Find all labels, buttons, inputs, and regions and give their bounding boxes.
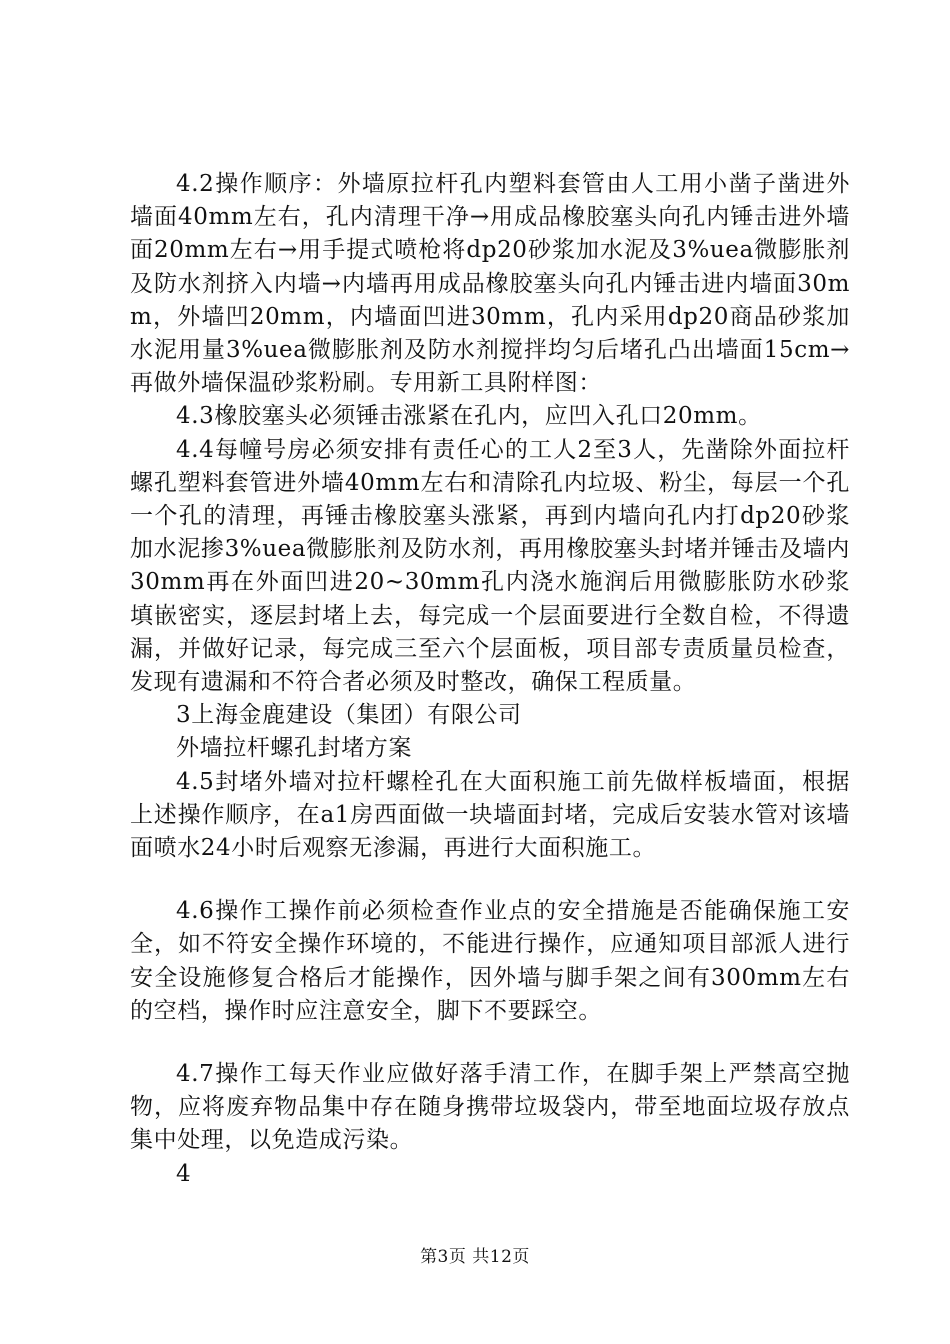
paragraph-4-5-sample-wall: 4.5封堵外墙对拉杆螺栓孔在大面积施工前先做样板墙面，根据上述操作顺序，在a1房西面做一块墙面封堵，完成后安装水管对该墙面喷水24小时后观察无渗漏，再进行大面积施工。	[130, 768, 850, 862]
paragraph-4-6-safety: 4.6操作工操作前必须检查作业点的安全措施是否能确保施工安全，如不符安全操作环境的，不能进行操作，应通知项目部派人进行安全设施修复合格后才能操作，因外墙与脚手架之间有300mm左右的空档，操作时应注意安全，脚下不要踩空。	[130, 898, 850, 1024]
paragraph-4-3-rubber-plug: 4.3橡胶塞头必须锤击涨紧在孔内，应凹入孔口20mm。	[176, 403, 762, 430]
paragraph-4-2-operation-sequence: 4.2操作顺序：外墙原拉杆孔内塑料套管由人工用小凿子凿进外墙面40mm左右，孔内清理干净→用成品橡胶塞头向孔内锤击进外墙面20mm左右→用手提式喷枪将dp20砂浆加水泥及3%uea微膨胀剂及防水剂挤入内墙→内墙再用成品橡胶塞头向孔内锤击进内墙面30mm，外墙凹20mm，内墙面凹进30mm，孔内采用dp20商品砂浆加水泥用量3%uea微膨胀剂及防水剂搅拌均匀后堵孔凸出墙面15cm→再做外墙保温砂浆粉刷。专用新工具附样图：	[130, 171, 850, 397]
document-title-line: 外墙拉杆螺孔封堵方案	[176, 735, 412, 762]
section-number-4: 4	[176, 1160, 192, 1187]
paragraph-4-4-workers: 4.4每幢号房必须安排有责任心的工人2至3人，先凿除外面拉杆螺孔塑料套管进外墙40mm左右和清除孔内垃圾、粉尘，每层一个孔一个孔的清理，再锤击橡胶塞头涨紧，再到内墙向孔内打dp20砂浆加水泥掺3%uea微膨胀剂及防水剂，再用橡胶塞头封堵并锤击及墙内30mm再在外面凹进20~30mm孔内浇水施润后用微膨胀防水砂浆填嵌密实，逐层封堵上去，每完成一个层面要进行全数自检，不得遗漏，并做好记录，每完成三至六个层面板，项目部专责质量员检查，发现有遗漏和不符合者必须及时整改，确保工程质量。	[130, 436, 850, 696]
company-name-line: 3上海金鹿建设（集团）有限公司	[176, 702, 522, 729]
document-body	[130, 168, 850, 1191]
page-footer: 第3页 共12页	[420, 1247, 530, 1267]
paragraph-4-7-cleanup: 4.7操作工每天作业应做好落手清工作，在脚手架上严禁高空抛物，应将废弃物品集中存在随身携带垃圾袋内，带至地面垃圾存放点集中处理，以免造成污染。	[130, 1061, 850, 1154]
